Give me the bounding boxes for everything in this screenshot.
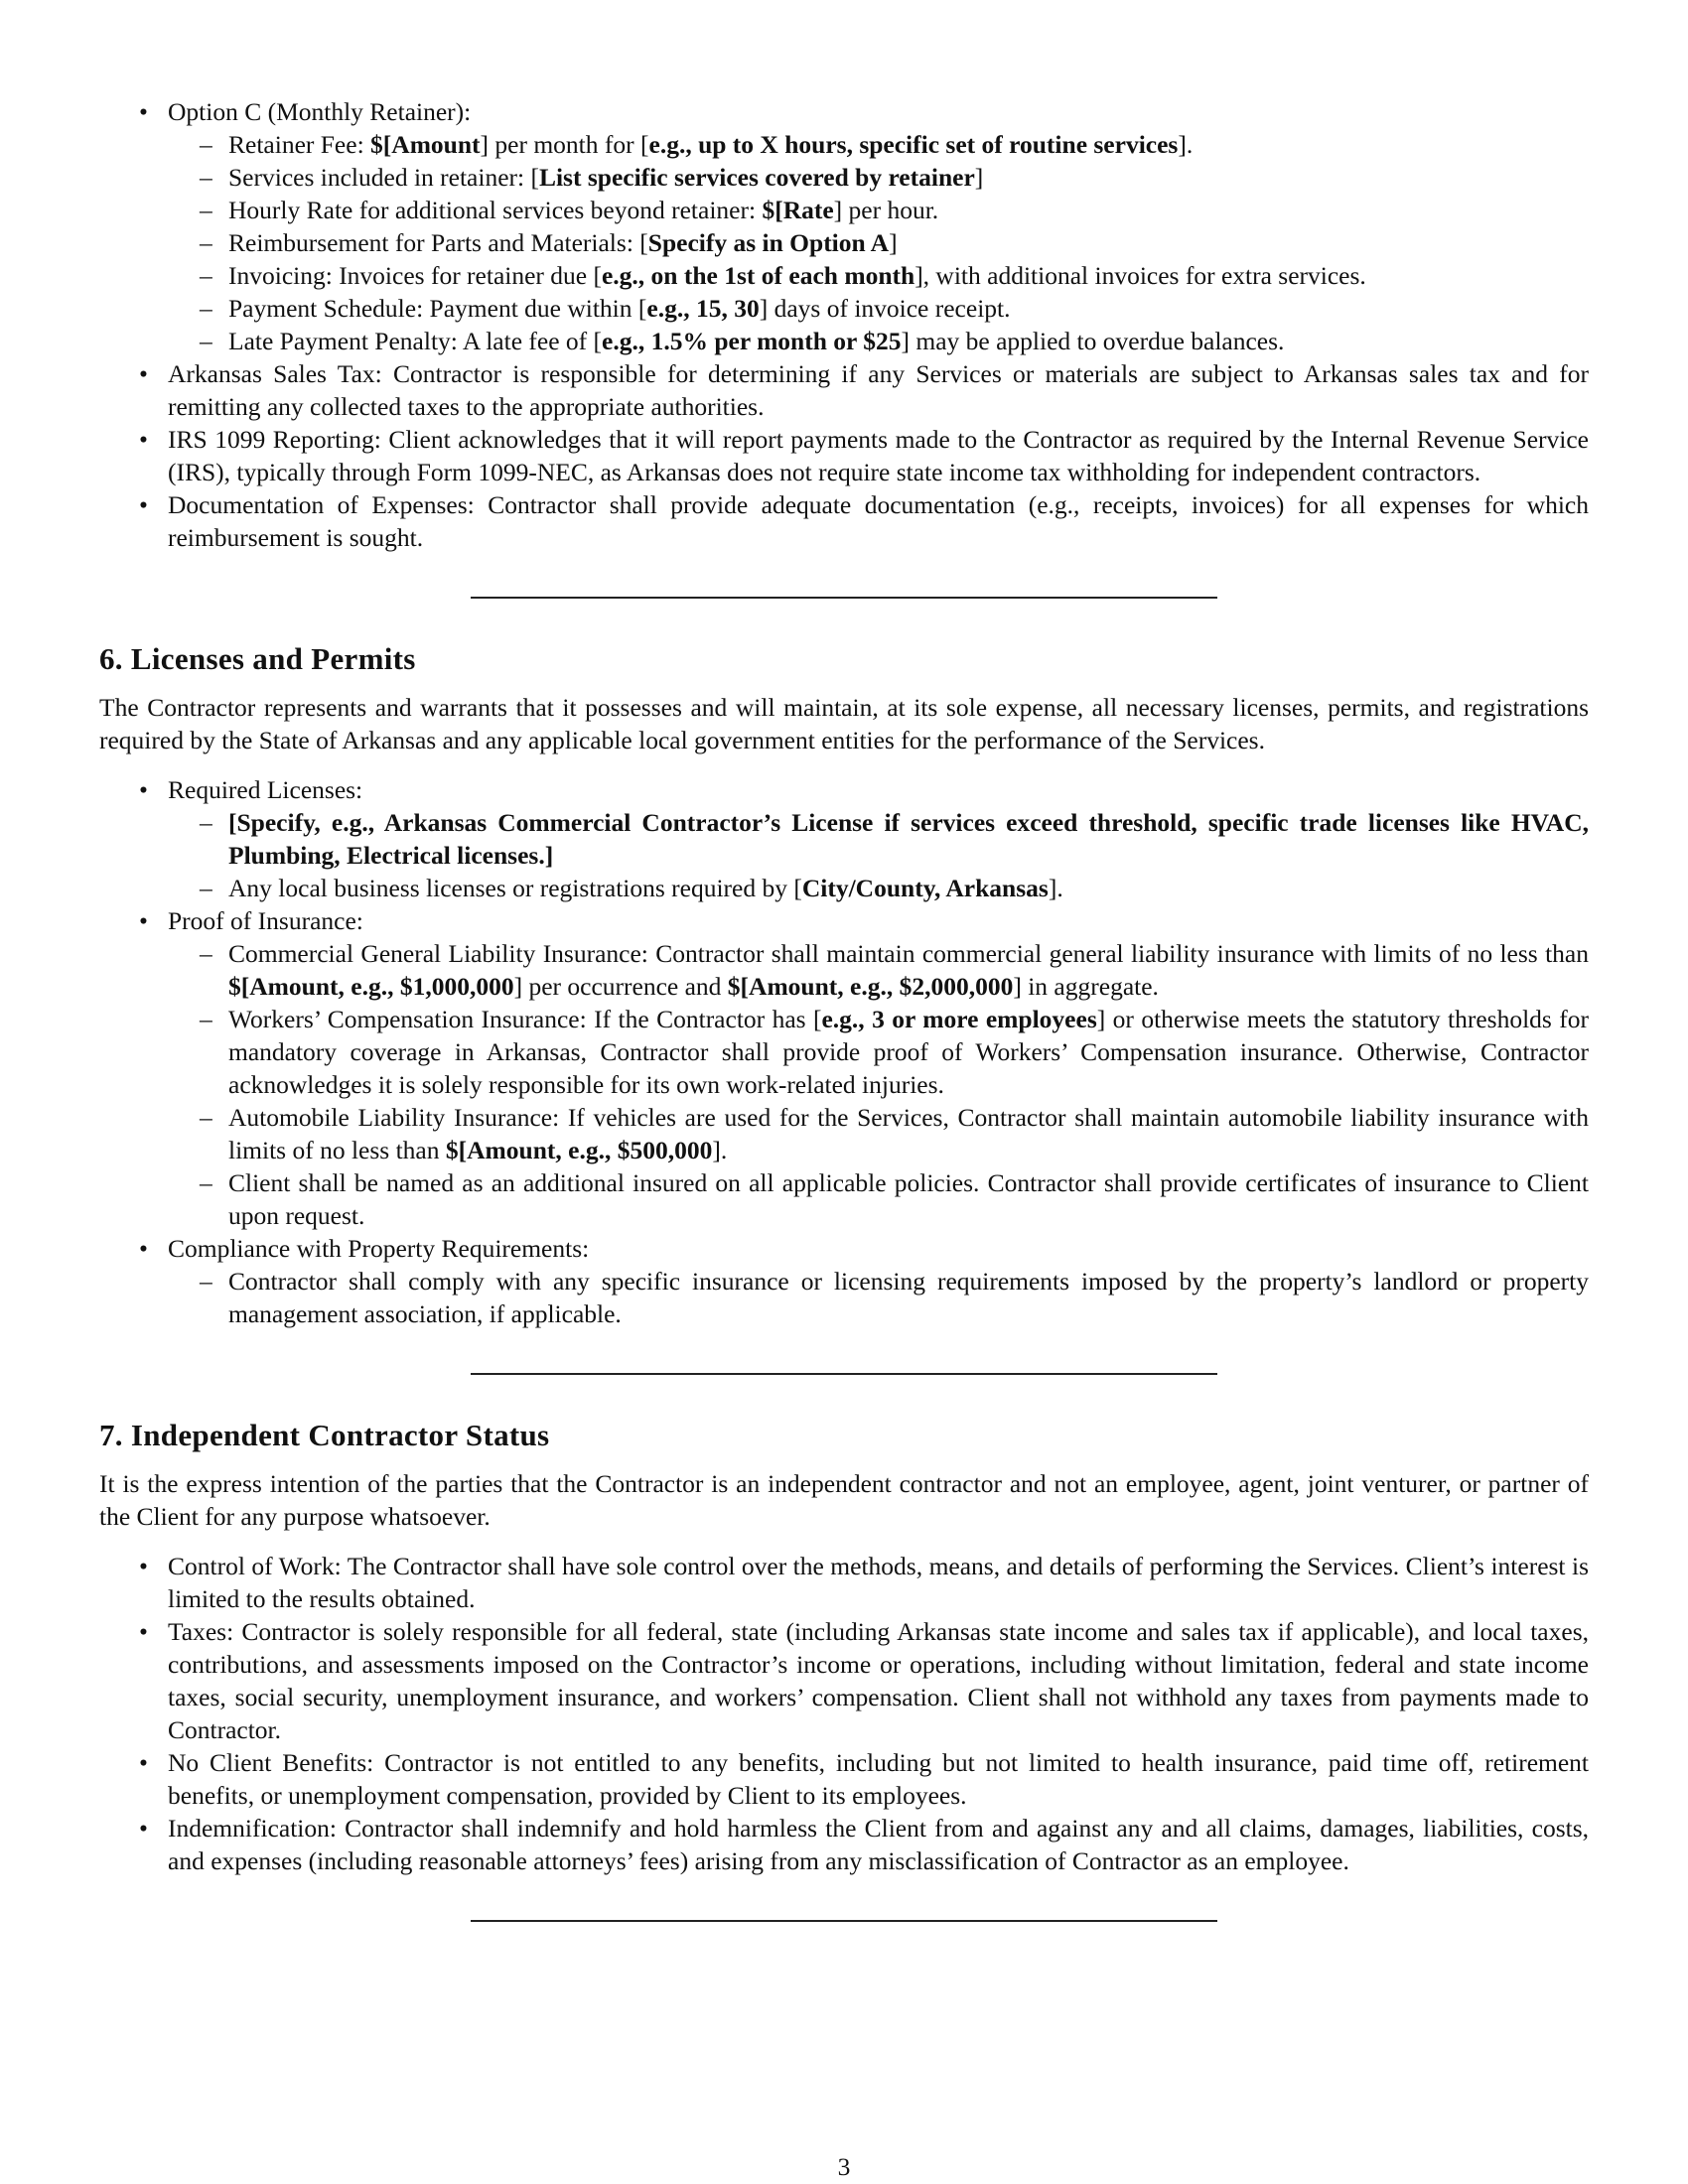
text: Reimbursement for Parts and Materials: [ xyxy=(228,228,648,257)
text: $[Rate xyxy=(762,196,834,224)
text: Workers’ Compensation Insurance: If the Contractor has [ xyxy=(228,1005,822,1033)
section-intro: The Contractor represents and warrants that it possesses and will maintain, at its sole expense, all necessary licenses, permits, and registrations required by the State of Arkansas and any applicable local government entities for the performance of the Services. xyxy=(99,693,1589,754)
list-item: • Control of Work: The Contractor shall have sole control over the methods, means, and details of performing the Services. Client’s interest is limited to the results obtained. xyxy=(99,1550,1589,1615)
text: ] per hour. xyxy=(833,196,939,224)
list-item xyxy=(168,292,1589,325)
list-item: • Indemnification: Contractor shall indemnify and hold harmless the Client from and against any and all claims, damages, liabilities, costs, and expenses (including reasonable attorneys’ fees) arising from any misclassification of Contractor as an employee. xyxy=(99,1812,1589,1877)
list-item xyxy=(168,161,1589,194)
text: List specific services covered by retainer xyxy=(538,163,975,192)
list-item xyxy=(168,872,1589,904)
list-item xyxy=(168,194,1589,226)
list-item xyxy=(168,259,1589,292)
text: e.g., up to X hours, specific set of routine services xyxy=(648,130,1179,159)
text: e.g., 15, 30 xyxy=(646,294,760,323)
list-item: – Contractor shall comply with any specific insurance or licensing requirements imposed by the property’s landlord or property management association, if applicable. xyxy=(168,1265,1589,1330)
section-intro: It is the express intention of the parties that the Contractor is an independent contractor and not an employee, agent, joint venturer, or partner of the Client for any purpose whatsoever. xyxy=(99,1469,1589,1531)
text: Proof of Insurance: xyxy=(168,906,363,935)
list-item: • Documentation of Expenses: Contractor shall provide adequate documentation (e.g., receipts, invoices) for all expenses for which reimbursement is sought. xyxy=(99,488,1589,554)
text: Commercial General Liability Insurance: Contractor shall maintain commercial general liability insurance with limits of no less than xyxy=(228,939,1589,968)
list-item xyxy=(99,904,1589,1232)
text: ] in aggregate. xyxy=(1013,972,1159,1001)
text: ] per month for [ xyxy=(480,130,649,159)
text: Automobile Liability Insurance: If vehicles are used for the Services, Contractor shall maintain automobile liability insurance with limits of no less than xyxy=(228,1103,1589,1164)
text: Payment Schedule: Payment due within [ xyxy=(228,294,647,323)
text: ] days of invoice receipt. xyxy=(759,294,1011,323)
payment-terms-list xyxy=(99,95,1589,554)
text: $[Amount, e.g., $500,000 xyxy=(445,1136,713,1164)
text: Retainer Fee: xyxy=(228,130,371,159)
text: Late Payment Penalty: A late fee of [ xyxy=(228,327,603,355)
list-item: • No Client Benefits: Contractor is not entitled to any benefits, including but not limited to health insurance, paid time off, retirement benefits, or unemployment compensation, provided by Client to its employees. xyxy=(99,1746,1589,1812)
list-item xyxy=(168,937,1589,1003)
list-item xyxy=(168,226,1589,259)
option-c-label: Option C (Monthly Retainer): xyxy=(168,97,472,126)
section-divider xyxy=(471,1920,1217,1922)
section-heading: 6. Licenses and Permits xyxy=(99,641,416,676)
text: $[Amount, e.g., $2,000,000 xyxy=(727,972,1014,1001)
text: $[Amount, e.g., $1,000,000 xyxy=(228,972,514,1001)
section-heading: 7. Independent Contractor Status xyxy=(99,1418,550,1452)
text: ] xyxy=(974,163,984,192)
text: Services included in retainer: [ xyxy=(228,163,539,192)
licenses-sublist xyxy=(168,806,1589,904)
text: e.g., on the 1st of each month xyxy=(601,261,915,290)
list-item xyxy=(168,1003,1589,1101)
contractor-status-list xyxy=(99,1550,1589,1877)
list-item: • IRS 1099 Reporting: Client acknowledges that it will report payments made to the Contractor as required by the Internal Revenue Service (IRS), typically through Form 1099-NEC, as Arkansas does not require state income tax withholding for independent contractors. xyxy=(99,423,1589,488)
list-item: – Client shall be named as an additional insured on all applicable policies. Contractor shall provide certificates of insurance to Client upon request. xyxy=(168,1166,1589,1232)
option-c-sublist xyxy=(168,128,1589,357)
list-item xyxy=(99,1232,1589,1330)
list-item xyxy=(168,128,1589,161)
text: ]. xyxy=(1048,874,1063,902)
list-item: • Taxes: Contractor is solely responsible for all federal, state (including Arkansas state income and sales tax if applicable), and local taxes, contributions, and assessments imposed on the Contractor’s income or operations, including without limitation, federal and state income taxes, social security, unemployment insurance, and workers’ compensation. Client shall not withhold any taxes from payments made to Contractor. xyxy=(99,1615,1589,1746)
text: ]. xyxy=(1178,130,1194,159)
text: [Specify, e.g., Arkansas Commercial Contractor’s License if services exceed threshold, specific trade licenses like HVAC, Plumbing, Electrical licenses.] xyxy=(228,808,1589,870)
page-number: 3 xyxy=(837,2152,851,2181)
text: Any local business licenses or registrations required by [ xyxy=(228,874,802,902)
text: ] per occurrence and xyxy=(513,972,728,1001)
insurance-sublist xyxy=(168,937,1589,1232)
text: ] xyxy=(889,228,898,257)
list-item xyxy=(99,95,1589,357)
text: City/County, Arkansas xyxy=(801,874,1049,902)
list-item: • Arkansas Sales Tax: Contractor is responsible for determining if any Services or materials are subject to Arkansas sales tax and for remitting any collected taxes to the appropriate authorities. xyxy=(99,357,1589,423)
list-item xyxy=(168,325,1589,357)
text: Required Licenses: xyxy=(168,775,363,804)
text: e.g., 1.5% per month or $25 xyxy=(602,327,902,355)
text: ]. xyxy=(712,1136,728,1164)
list-item xyxy=(99,773,1589,904)
text: $[Amount xyxy=(370,130,481,159)
text: Hourly Rate for additional services beyond retainer: xyxy=(228,196,763,224)
list-item xyxy=(168,806,1589,872)
compliance-sublist xyxy=(168,1265,1589,1330)
text: ] or otherwise meets the statutory thresholds for mandatory coverage in Arkansas, Contractor shall provide proof of Workers’ Compensation insurance. Otherwise, Contractor acknowledges it is solely responsible for its own work-related injuries. xyxy=(228,1005,1589,1099)
document-page xyxy=(99,95,1589,1922)
list-item xyxy=(168,1101,1589,1166)
text: ] may be applied to overdue balances. xyxy=(901,327,1285,355)
licenses-list xyxy=(99,773,1589,1330)
text: e.g., 3 or more employees xyxy=(821,1005,1097,1033)
text: Invoicing: Invoices for retainer due [ xyxy=(228,261,602,290)
text: Specify as in Option A xyxy=(647,228,890,257)
text: Compliance with Property Requirements: xyxy=(168,1234,590,1263)
text: ], with additional invoices for extra services. xyxy=(914,261,1366,290)
